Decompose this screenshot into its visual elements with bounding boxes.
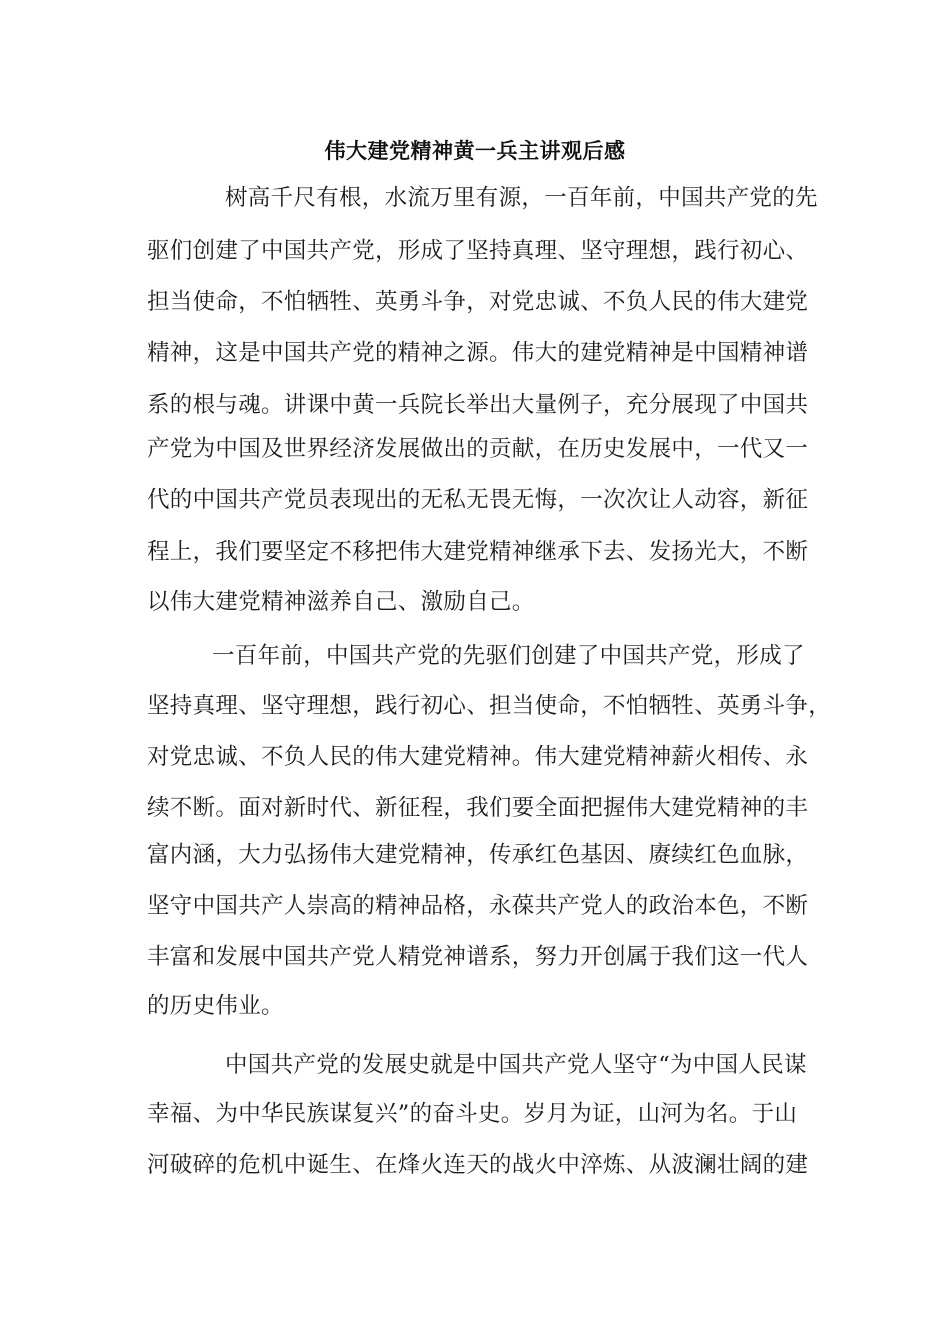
paragraph-1-line-2: 驱们创建了中国共产党，形成了坚持真理、坚守理想，践行初心、 — [147, 238, 809, 264]
paragraph-2-line-8: 的历史伟业。 — [147, 993, 284, 1019]
paragraph-3-line-3: 河破碎的危机中诞生、在烽火连天的战火中淬炼、从波澜壮阔的建 — [147, 1152, 809, 1178]
paragraph-1-line-7: 代的中国共产党员表现出的无私无畏无悔，一次次让人动容，新征 — [147, 487, 809, 513]
paragraph-3-line-1: 中国共产党的发展史就是中国共产党人坚守“为中国人民谋 — [225, 1052, 807, 1078]
paragraph-1-line-4: 精神，这是中国共产党的精神之源。伟大的建党精神是中国精神谱 — [147, 340, 809, 366]
paragraph-1-line-5: 系的根与魂。讲课中黄一兵院长举出大量例子，充分展现了中国共 — [147, 392, 809, 418]
paragraph-1-line-9: 以伟大建党精神滋养自己、激励自己。 — [147, 589, 535, 615]
document-title: 伟大建党精神黄一兵主讲观后感 — [324, 138, 626, 163]
paragraph-1-line-6: 产党为中国及世界经济发展做出的贡献，在历史发展中，一代又一 — [147, 436, 809, 462]
paragraph-2-line-6: 坚守中国共产人崇高的精神品格，永葆共产党人的政治本色，不断 — [147, 893, 809, 919]
paragraph-2-line-5: 富内涵，大力弘扬伟大建党精神，传承红色基因、赓续红色血脉， — [147, 842, 809, 868]
paragraph-3-line-2: 幸福、为中华民族谋复兴”的奋斗史。岁月为证，山河为名。于山 — [147, 1101, 798, 1127]
paragraph-2-line-2: 坚持真理、坚守理想，践行初心、担当使命，不怕牺牲、英勇斗争， — [147, 693, 832, 719]
paragraph-1-line-3: 担当使命，不怕牺牲、英勇斗争，对党忠诚、不负人民的伟大建党 — [147, 289, 809, 315]
paragraph-2-line-3: 对党忠诚、不负人民的伟大建党精神。伟大建党精神薪火相传、永 — [147, 744, 809, 770]
paragraph-2-line-7: 丰富和发展中国共产党人精党神谱系，努力开创属于我们这一代人 — [147, 944, 809, 970]
paragraph-2-line-1: 一百年前，中国共产党的先驱们创建了中国共产党，形成了 — [212, 643, 805, 669]
paragraph-2-line-4: 续不断。面对新时代、新征程，我们要全面把握伟大建党精神的丰 — [147, 795, 809, 821]
paragraph-1-line-8: 程上，我们要坚定不移把伟大建党精神继承下去、发扬光大，不断 — [147, 539, 809, 565]
paragraph-1-line-1: 树高千尺有根，水流万里有源，一百年前，中国共产党的先 — [225, 185, 818, 211]
